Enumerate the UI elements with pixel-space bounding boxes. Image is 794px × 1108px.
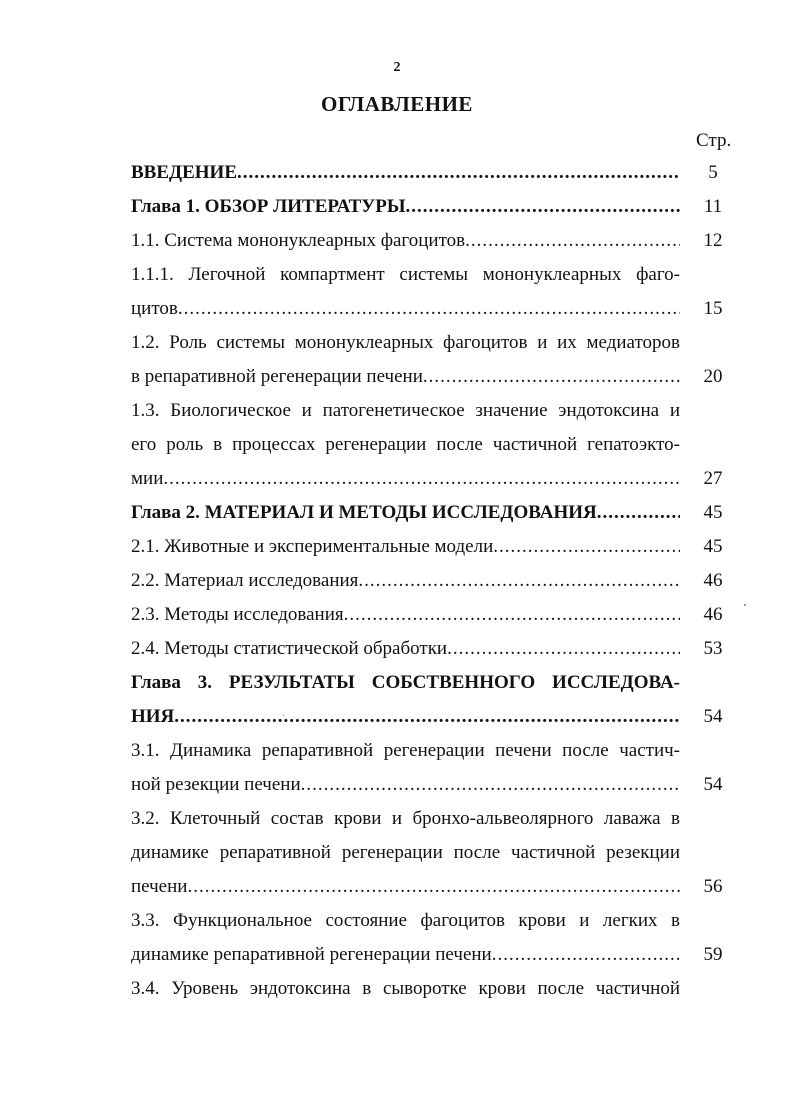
toc-entry-line bbox=[131, 296, 680, 322]
toc-page-number: 15 bbox=[703, 298, 723, 319]
toc-entry-line bbox=[131, 942, 680, 968]
toc-page-number: 11 bbox=[703, 196, 723, 217]
toc-entry-wrapped-line: 1.2. Роль системы мононуклеарных фагоцитов и их медиаторов bbox=[131, 332, 680, 353]
scan-speck bbox=[283, 715, 284, 716]
toc-page-number: 56 bbox=[703, 876, 723, 897]
dot-leader bbox=[178, 296, 680, 322]
toc-entry-wrapped-line: его роль в процессах регенерации после частичной гепатоэкто- bbox=[131, 434, 680, 455]
toc-page-number: 12 bbox=[703, 230, 723, 251]
page-number: 2 bbox=[393, 60, 401, 75]
toc-entry-line bbox=[131, 500, 680, 526]
dot-leader bbox=[493, 534, 680, 560]
toc-entry-line bbox=[131, 194, 680, 220]
toc-entry-line bbox=[131, 636, 680, 662]
toc-entry-wrapped-line: 3.3. Функциональное состояние фагоцитов крови и легких в bbox=[131, 910, 680, 931]
toc-entry-line bbox=[131, 534, 680, 560]
toc-page-number: 46 bbox=[703, 570, 723, 591]
toc-entry-text: Глава 1. ОБЗОР ЛИТЕРАТУРЫ bbox=[131, 196, 406, 217]
toc-page-number: 20 bbox=[703, 366, 723, 387]
toc-entry-line bbox=[131, 568, 680, 594]
page-title: ОГЛАВЛЕНИЕ bbox=[321, 92, 473, 116]
toc-entry-wrapped-line: 1.3. Биологическое и патогенетическое значение эндотоксина и bbox=[131, 400, 680, 421]
toc-entry-line bbox=[131, 160, 680, 186]
toc-entry-text: ВВЕДЕНИЕ bbox=[131, 162, 237, 183]
toc-entry-wrapped-line: динамике репаративной регенерации после частичной резекции bbox=[131, 842, 680, 863]
toc-entry-line bbox=[131, 364, 680, 390]
dot-leader bbox=[423, 364, 680, 390]
toc-page-number: 45 bbox=[703, 502, 723, 523]
toc-entry-text: НИЯ bbox=[131, 706, 175, 727]
dot-leader bbox=[174, 704, 680, 730]
toc-entry-wrapped-line: 3.2. Клеточный состав крови и бронхо-альвеолярного лаважа в bbox=[131, 808, 680, 829]
toc-entry-text: мии bbox=[131, 468, 164, 489]
dot-leader bbox=[492, 942, 680, 968]
toc-entry-text: 2.2. Материал исследования bbox=[131, 570, 359, 591]
toc-entry-text: Глава 2. МАТЕРИАЛ И МЕТОДЫ ИССЛЕДОВАНИЯ bbox=[131, 502, 597, 523]
dot-leader bbox=[237, 160, 680, 186]
toc-entry-line: 3.4. Уровень эндотоксина в сыворотке крови после частичной bbox=[131, 978, 680, 999]
dot-leader bbox=[163, 466, 680, 492]
page-column-header: Стр. bbox=[696, 130, 732, 151]
toc-page-number: 53 bbox=[703, 638, 723, 659]
toc-entry-wrapped-line: Глава 3. РЕЗУЛЬТАТЫ СОБСТВЕННОГО ИССЛЕДОВА- bbox=[131, 672, 680, 693]
toc-entry-line bbox=[131, 772, 680, 798]
dot-leader bbox=[187, 874, 680, 900]
dot-leader bbox=[344, 602, 680, 628]
toc-page-number: 46 bbox=[703, 604, 723, 625]
toc-entry-text: печени bbox=[131, 876, 188, 897]
dot-leader bbox=[358, 568, 680, 594]
scan-speck bbox=[744, 604, 746, 606]
toc-entry-text: динамике репаративной регенерации печени bbox=[131, 944, 492, 965]
toc-entry-line bbox=[131, 602, 680, 628]
toc-page-number: 27 bbox=[703, 468, 723, 489]
toc-page-number: 54 bbox=[703, 706, 723, 727]
dot-leader bbox=[406, 194, 680, 220]
toc-entry-text: 2.1. Животные и экспериментальные модели bbox=[131, 536, 494, 557]
dot-leader bbox=[465, 228, 680, 254]
toc-page-number: 59 bbox=[703, 944, 723, 965]
toc-page-number: 54 bbox=[703, 774, 723, 795]
toc-entry-line bbox=[131, 466, 680, 492]
toc-entry-line bbox=[131, 228, 680, 254]
dot-leader bbox=[597, 500, 680, 526]
toc-entry-wrapped-line: 1.1.1. Легочной компартмент системы мононуклеарных фаго- bbox=[131, 264, 680, 285]
toc-entry-line bbox=[131, 874, 680, 900]
toc-entry-wrapped-line: 3.1. Динамика репаративной регенерации печени после частич- bbox=[131, 740, 680, 761]
toc-entry-line bbox=[131, 704, 680, 730]
toc-entry-text: цитов bbox=[131, 298, 178, 319]
toc-entry-text: 1.1. Система мононуклеарных фагоцитов bbox=[131, 230, 466, 251]
toc-page-number: 5 bbox=[708, 162, 718, 183]
dot-leader bbox=[301, 772, 680, 798]
toc-page-number: 45 bbox=[703, 536, 723, 557]
dot-leader bbox=[447, 636, 680, 662]
toc-entry-text: 2.4. Методы статистической обработки bbox=[131, 638, 448, 659]
toc-entry-text: ной резекции печени bbox=[131, 774, 301, 795]
toc-entry-text: в репаративной регенерации печени bbox=[131, 366, 423, 387]
toc-entry-text: 2.3. Методы исследования bbox=[131, 604, 344, 625]
